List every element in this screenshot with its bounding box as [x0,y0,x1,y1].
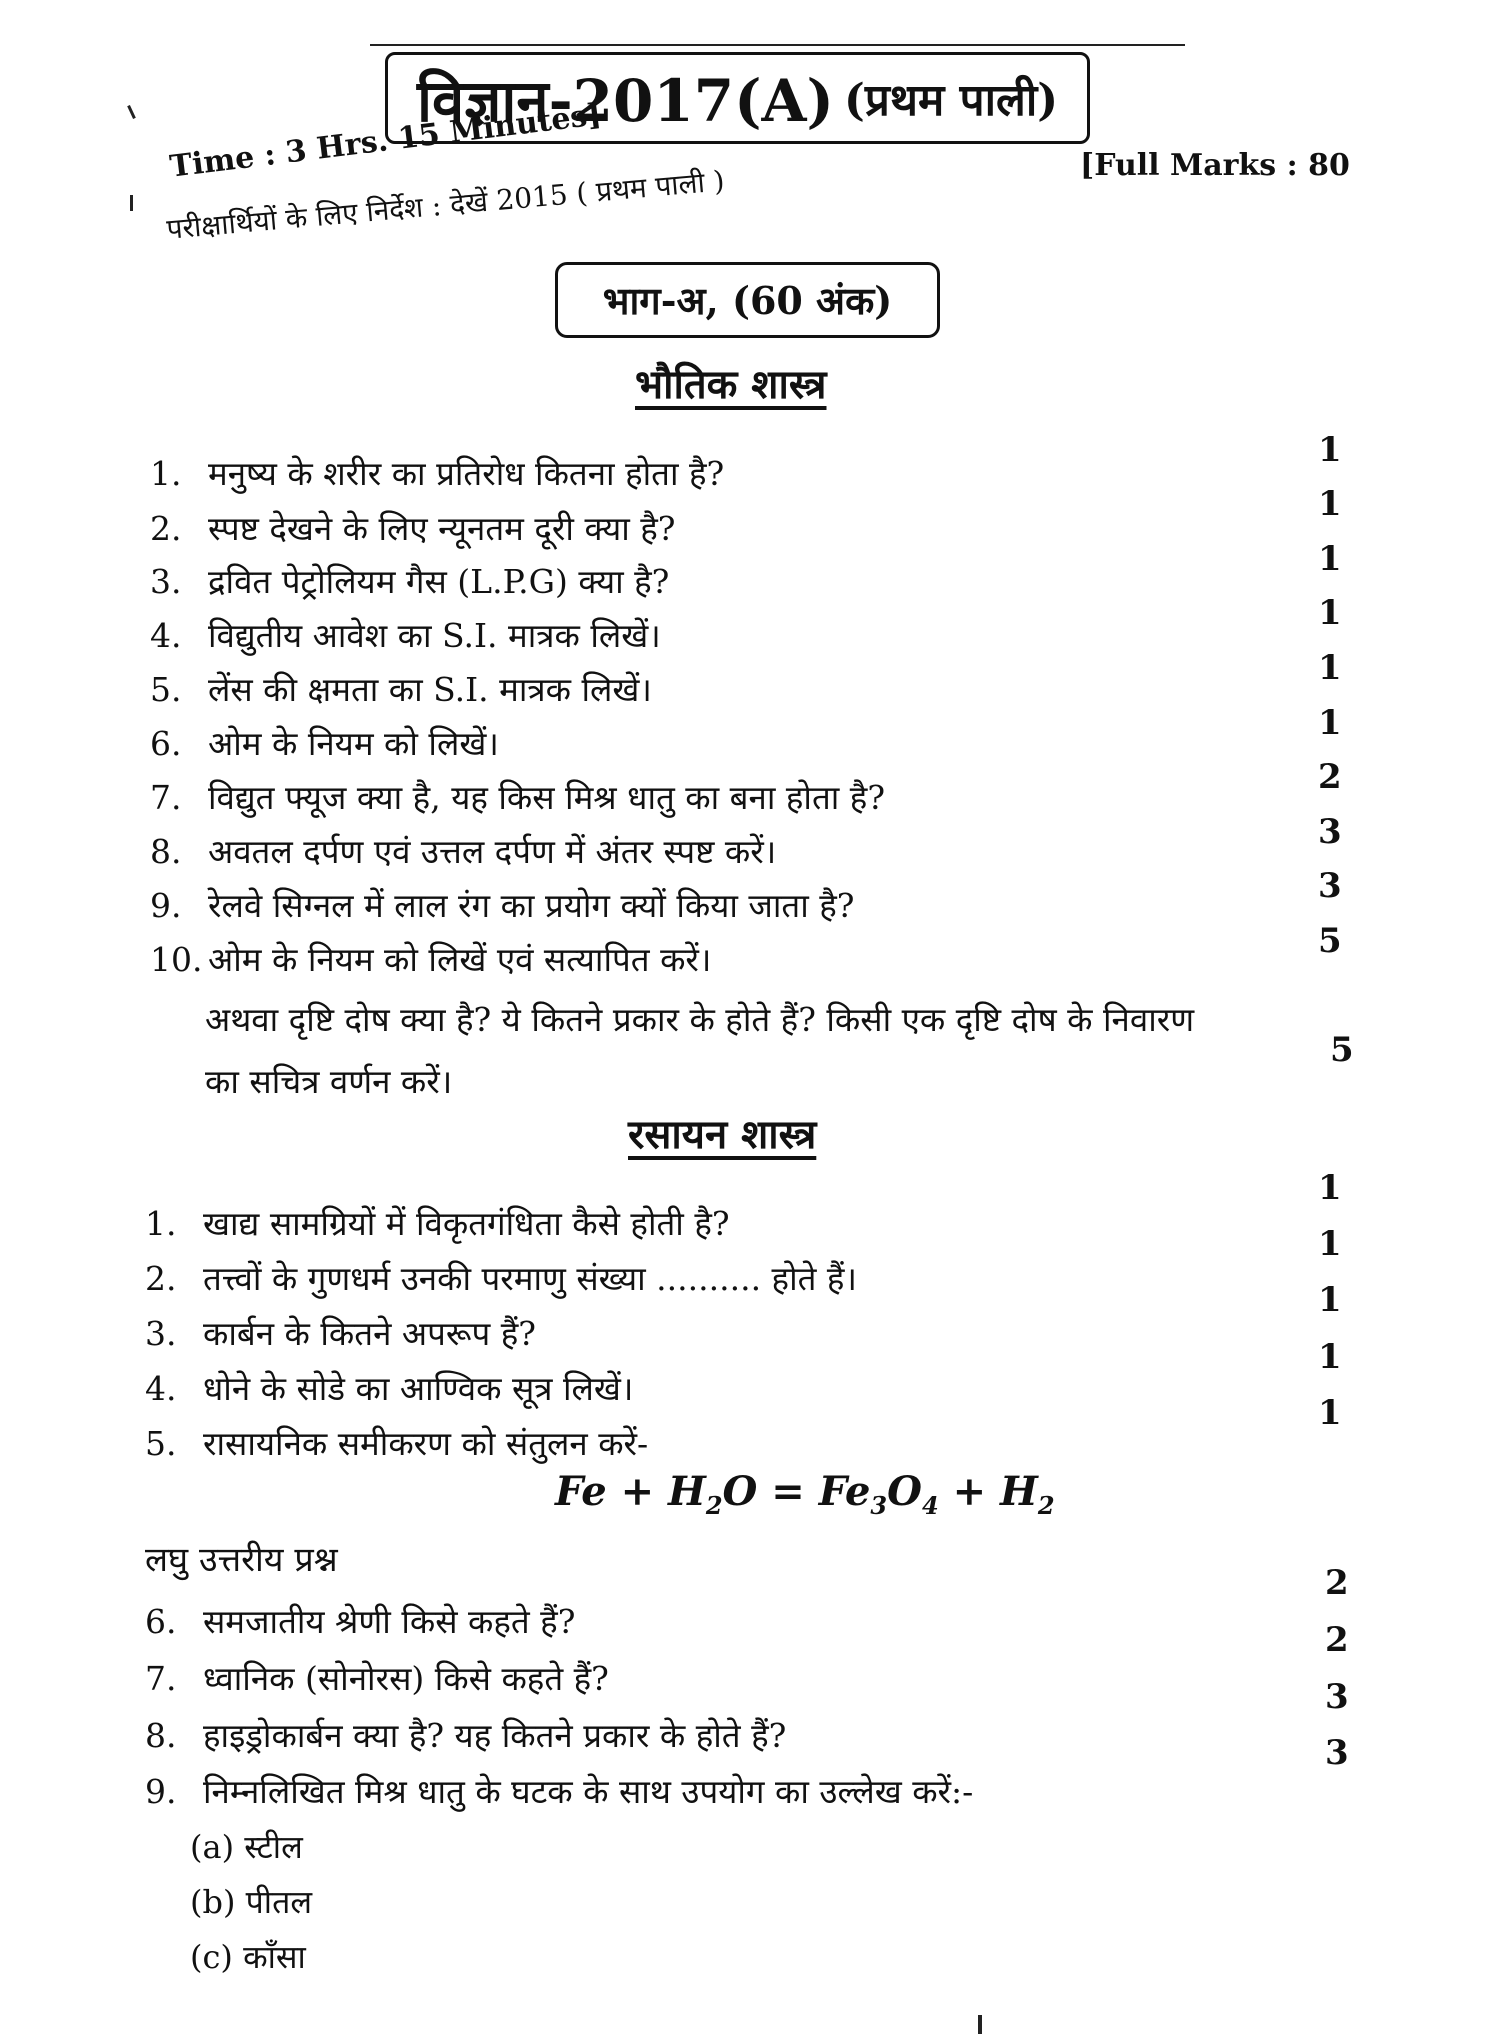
question-marks: 3 [1318,866,1342,906]
question: 7. विद्युत फ्यूज क्या है, यह किस मिश्र धातु का बना होता है? [150,778,886,817]
option: (a) स्टील [190,1828,303,1866]
question: 1. मनुष्य के शरीर का प्रतिरोध कितना होता है? [150,454,725,493]
scan-mark [130,195,133,211]
question: 4. विद्युतीय आवेश का S.I. मात्रक लिखें। [150,616,661,655]
option: (b) पीतल [190,1883,313,1921]
question-marks: 1 [1318,648,1342,688]
question: 9. निम्नलिखित मिश्र धातु के घटक के साथ उपयोग का उल्लेख करें:- [145,1772,974,1811]
question: 6. ओम के नियम को लिखें। [150,724,499,763]
physics-heading: भौतिक शास्त्र [635,361,827,408]
question-marks: 1 [1318,1337,1342,1377]
question: 9. रेलवे सिग्नल में लाल रंग का प्रयोग क्यों किया जाता है? [150,886,855,925]
question: 6. समजातीय श्रेणी किसे कहते हैं? [145,1602,576,1641]
question-marks: 2 [1325,1620,1349,1660]
question-marks: 1 [1318,1393,1342,1433]
question-marks: 1 [1318,1224,1342,1264]
question-marks: 1 [1318,430,1342,470]
or-question-marks: 5 [1330,1030,1354,1070]
question-marks: 3 [1325,1733,1349,1773]
question-marks: 1 [1318,593,1342,633]
question: 8. अवतल दर्पण एवं उत्तल दर्पण में अंतर स्पष्ट करें। [150,832,777,871]
scan-mark [127,105,136,119]
short-answer-heading: लघु उत्तरीय प्रश्न [145,1540,338,1580]
chemical-equation: $Fe + H_2O = Fe_3O_4 + H_2$ [555,1468,1055,1520]
scan-mark [978,2015,982,2034]
instructions: परीक्षार्थियों के लिए निर्देश : देखें 2015 ( प्रथम पाली ) [165,164,726,246]
question: 3. कार्बन के कितने अपरूप हैं? [145,1314,536,1353]
or-question-line-2: का सचित्र वर्णन करें। [205,1062,453,1101]
question: 1. खाद्य सामग्रियों में विकृतगंधिता कैसे होती है? [145,1204,730,1243]
paper-title: विज्ञान-2017(A) [416,66,834,135]
question: 5. लेंस की क्षमता का S.I. मात्रक लिखें। [150,670,652,709]
question-marks: 5 [1318,921,1342,961]
question: 5. रासायनिक समीकरण को संतुलन करें- [145,1424,649,1463]
question: 8. हाइड्रोकार्बन क्या है? यह कितने प्रकार के होते हैं? [145,1716,787,1755]
question-marks: 2 [1325,1563,1349,1603]
question-marks: 1 [1318,703,1342,743]
option: (c) काँसा [190,1938,306,1976]
full-marks: [Full Marks : 80 [1080,148,1350,183]
question: 7. ध्वानिक (सोनोरस) किसे कहते हैं? [145,1659,609,1698]
question-marks: 1 [1318,1168,1342,1208]
top-rule [370,44,1185,46]
question-marks: 2 [1318,757,1342,797]
question-marks: 3 [1325,1677,1349,1717]
part-label: भाग-अ, (60 अंक) [602,278,893,323]
question-marks: 3 [1318,812,1342,852]
question: 4. धोने के सोडे का आण्विक सूत्र लिखें। [145,1369,634,1408]
question: 10. ओम के नियम को लिखें एवं सत्यापित करें। [150,940,712,979]
question: 3. द्रवित पेट्रोलियम गैस (L.P.G) क्या है? [150,562,670,601]
question: 2. स्पष्ट देखने के लिए न्यूनतम दूरी क्या है? [150,509,676,548]
question: 2. तत्त्वों के गुणधर्म उनकी परमाणु संख्या .......... होते हैं। [145,1259,857,1298]
paper-title-shift: (प्रथम पाली) [844,75,1059,126]
part-label-box [555,262,940,338]
question-marks: 1 [1318,484,1342,524]
chemistry-heading: रसायन शास्त्र [628,1111,817,1158]
or-question-line-1: अथवा दृष्टि दोष क्या है? ये कितने प्रकार के होते हैं? किसी एक दृष्टि दोष के निवारण [205,1000,1195,1039]
time-allowed: Time : 3 Hrs. 15 Minutes] [168,97,604,185]
question-marks: 1 [1318,1280,1342,1320]
question-marks: 1 [1318,539,1342,579]
